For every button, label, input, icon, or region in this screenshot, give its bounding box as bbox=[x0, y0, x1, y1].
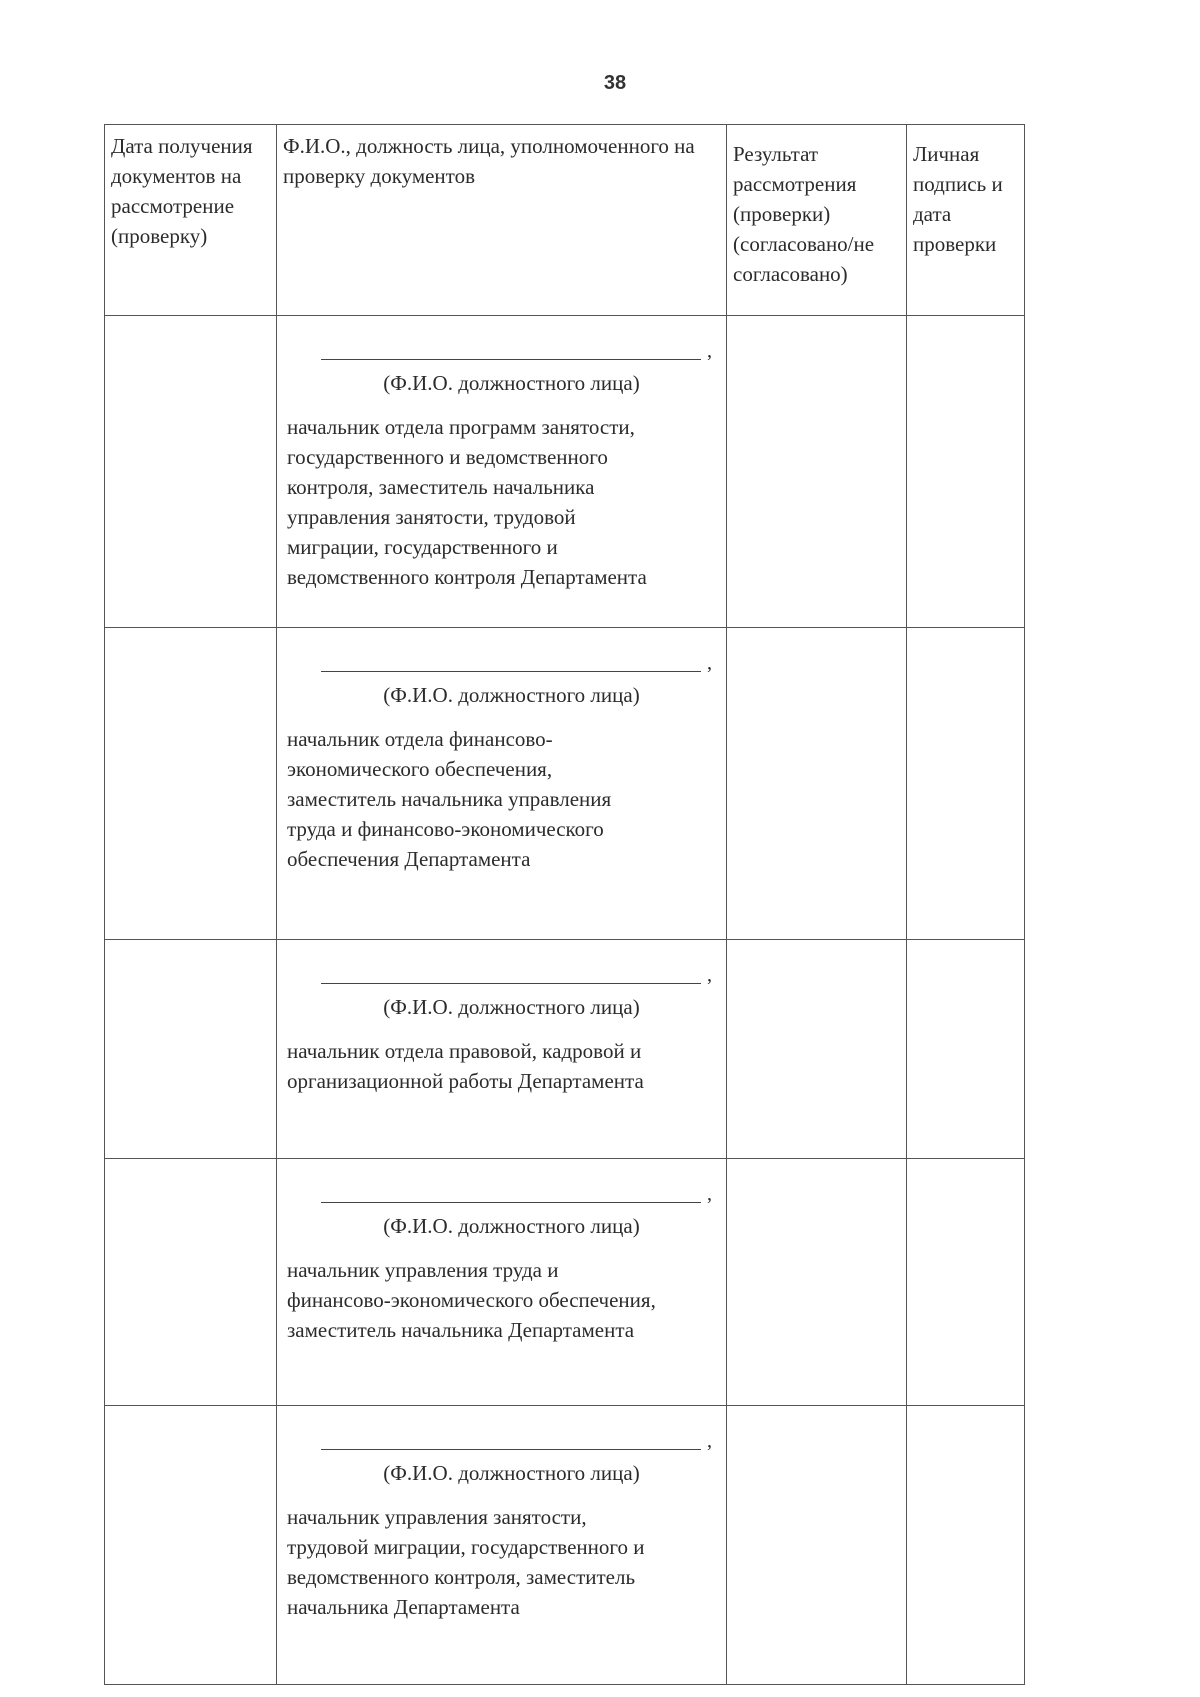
signature-comma: , bbox=[707, 1183, 712, 1205]
table-row bbox=[105, 628, 1025, 940]
fio-caption: (Ф.И.О. должностного лица) bbox=[383, 1214, 640, 1238]
person-cell bbox=[277, 1159, 727, 1406]
position-text: начальник управления труда и финансово-экономического обеспечения, заместитель начальника Департамента bbox=[287, 1258, 656, 1342]
approval-table bbox=[104, 124, 1025, 1685]
header-result: Результат рассмотрения (проверки) (согласовано/не согласовано) bbox=[727, 125, 907, 316]
signature-cell bbox=[907, 1406, 1025, 1685]
fio-caption: (Ф.И.О. должностного лица) bbox=[383, 995, 640, 1019]
signature-line bbox=[313, 646, 718, 672]
table-header-row bbox=[105, 125, 1025, 316]
position-text: начальник управления занятости, трудовой миграции, государственного и ведомственного контроля, заместитель начальника Департамента bbox=[287, 1505, 645, 1619]
signature-line bbox=[313, 334, 718, 360]
signature-line bbox=[313, 958, 718, 984]
result-cell bbox=[727, 316, 907, 628]
person-cell bbox=[277, 628, 727, 940]
signature-cell bbox=[907, 940, 1025, 1159]
date-cell bbox=[105, 1406, 277, 1685]
date-cell bbox=[105, 1159, 277, 1406]
signature-cell bbox=[907, 316, 1025, 628]
table-row bbox=[105, 1406, 1025, 1685]
signature-line bbox=[313, 1177, 718, 1203]
fio-caption: (Ф.И.О. должностного лица) bbox=[383, 1461, 640, 1485]
date-cell bbox=[105, 940, 277, 1159]
person-cell bbox=[277, 940, 727, 1159]
fio-caption: (Ф.И.О. должностного лица) bbox=[383, 371, 640, 395]
signature-comma: , bbox=[707, 1430, 712, 1452]
result-cell bbox=[727, 1406, 907, 1685]
header-person: Ф.И.О., должность лица, уполномоченного на проверку документов bbox=[277, 125, 727, 316]
table-row bbox=[105, 1159, 1025, 1406]
position-text: начальник отдела финансово- экономического обеспечения, заместитель начальника управления труда и финансово-экономического обеспечения Департамента bbox=[287, 727, 612, 871]
person-cell bbox=[277, 1406, 727, 1685]
fio-caption: (Ф.И.О. должностного лица) bbox=[383, 683, 640, 707]
date-cell bbox=[105, 316, 277, 628]
signature-comma: , bbox=[707, 652, 712, 674]
position-text: начальник отдела программ занятости, государственного и ведомственного контроля, заместитель начальника управления занятости, трудовой миграции, государственного и ведомственного контроля Департамента bbox=[287, 415, 647, 589]
result-cell bbox=[727, 940, 907, 1159]
header-signature: Личная подпись и дата проверки bbox=[907, 125, 1025, 316]
signature-comma: , bbox=[707, 964, 712, 986]
table-row bbox=[105, 940, 1025, 1159]
signature-line bbox=[313, 1424, 718, 1450]
position-text: начальник отдела правовой, кадровой и организационной работы Департамента bbox=[287, 1039, 644, 1093]
result-cell bbox=[727, 628, 907, 940]
person-cell bbox=[277, 316, 727, 628]
header-date: Дата получения документов на рассмотрение (проверку) bbox=[105, 125, 277, 316]
result-cell bbox=[727, 1159, 907, 1406]
page-number: 38 bbox=[603, 72, 627, 94]
signature-cell bbox=[907, 628, 1025, 940]
signature-cell bbox=[907, 1159, 1025, 1406]
signature-comma: , bbox=[707, 340, 712, 362]
table-row bbox=[105, 316, 1025, 628]
date-cell bbox=[105, 628, 277, 940]
